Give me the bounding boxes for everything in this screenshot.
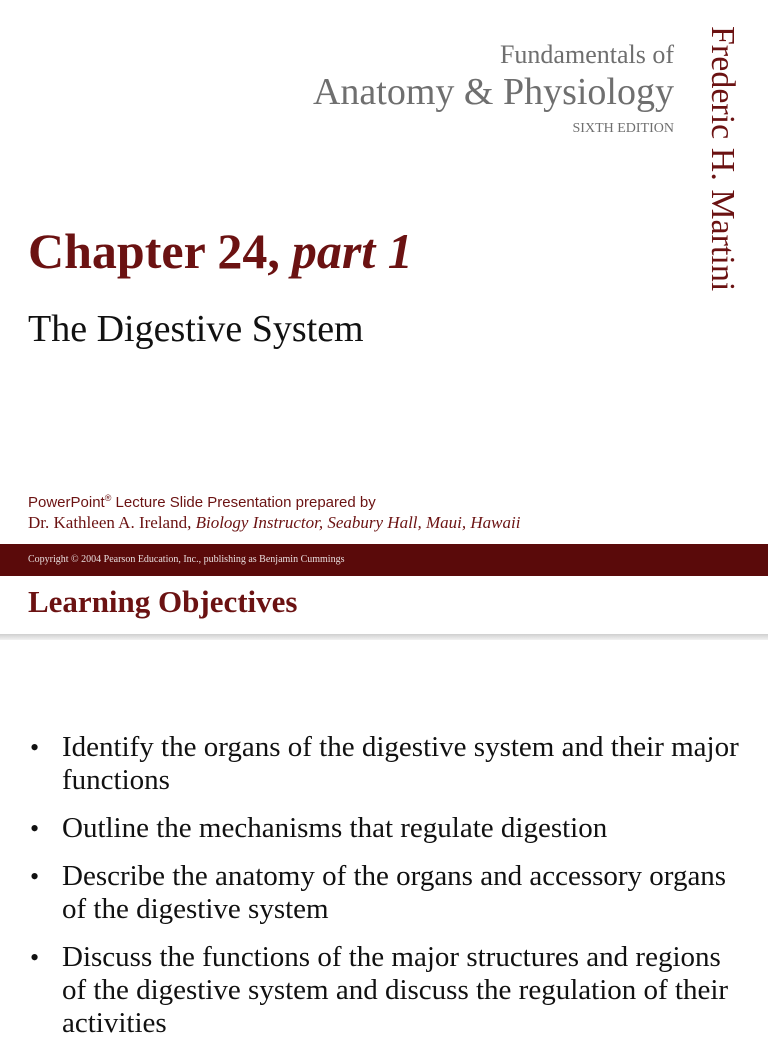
bullet-icon: • — [30, 733, 40, 762]
chapter-part: part 1 — [291, 223, 413, 279]
preparer-name: Dr. Kathleen A. Ireland, — [28, 513, 196, 532]
objective-text: Outline the mechanisms that regulate digestion — [62, 812, 608, 844]
list-item — [28, 731, 748, 797]
preparer-credit — [28, 513, 520, 533]
registered-mark: ® — [104, 493, 112, 503]
preparer-affiliation: Biology Instructor, Seabury Hall, Maui, Hawaii — [195, 513, 521, 532]
title-divider — [0, 634, 768, 640]
objective-text: Describe the anatomy of the organs and accessory organs of the digestive system — [62, 860, 727, 925]
bullet-icon: • — [30, 943, 40, 972]
copyright-footer — [0, 544, 768, 576]
objective-text: Discuss the functions of the major structures and regions of the digestive system and discuss the regulation of their activities — [62, 941, 729, 1039]
copyright-text: Copyright © 2004 Pearson Education, Inc., publishing as Benjamin Cummings — [28, 554, 345, 565]
objective-text: Identify the organs of the digestive system and their major functions — [62, 731, 739, 796]
powerpoint-credit — [28, 493, 376, 511]
chapter-subtitle: The Digestive System — [28, 308, 364, 350]
slide-title: Learning Objectives — [28, 584, 298, 619]
powerpoint-brand: PowerPoint — [28, 494, 105, 511]
author-name: Frederic H. Martini — [704, 26, 741, 292]
book-title: Anatomy & Physiology — [312, 71, 674, 113]
bullet-icon: • — [30, 862, 40, 891]
list-item — [28, 812, 748, 845]
book-edition: SIXTH EDITION — [572, 121, 674, 136]
chapter-heading — [28, 222, 413, 280]
list-item — [28, 860, 748, 926]
bullet-icon: • — [30, 814, 40, 843]
learning-objectives-slide — [0, 576, 768, 1039]
list-item — [28, 941, 748, 1040]
chapter-number: Chapter 24, — [28, 223, 280, 279]
objectives-list — [28, 731, 748, 1055]
powerpoint-credit-text: Lecture Slide Presentation prepared by — [111, 494, 376, 511]
book-fundamentals-label: Fundamentals of — [499, 40, 674, 69]
